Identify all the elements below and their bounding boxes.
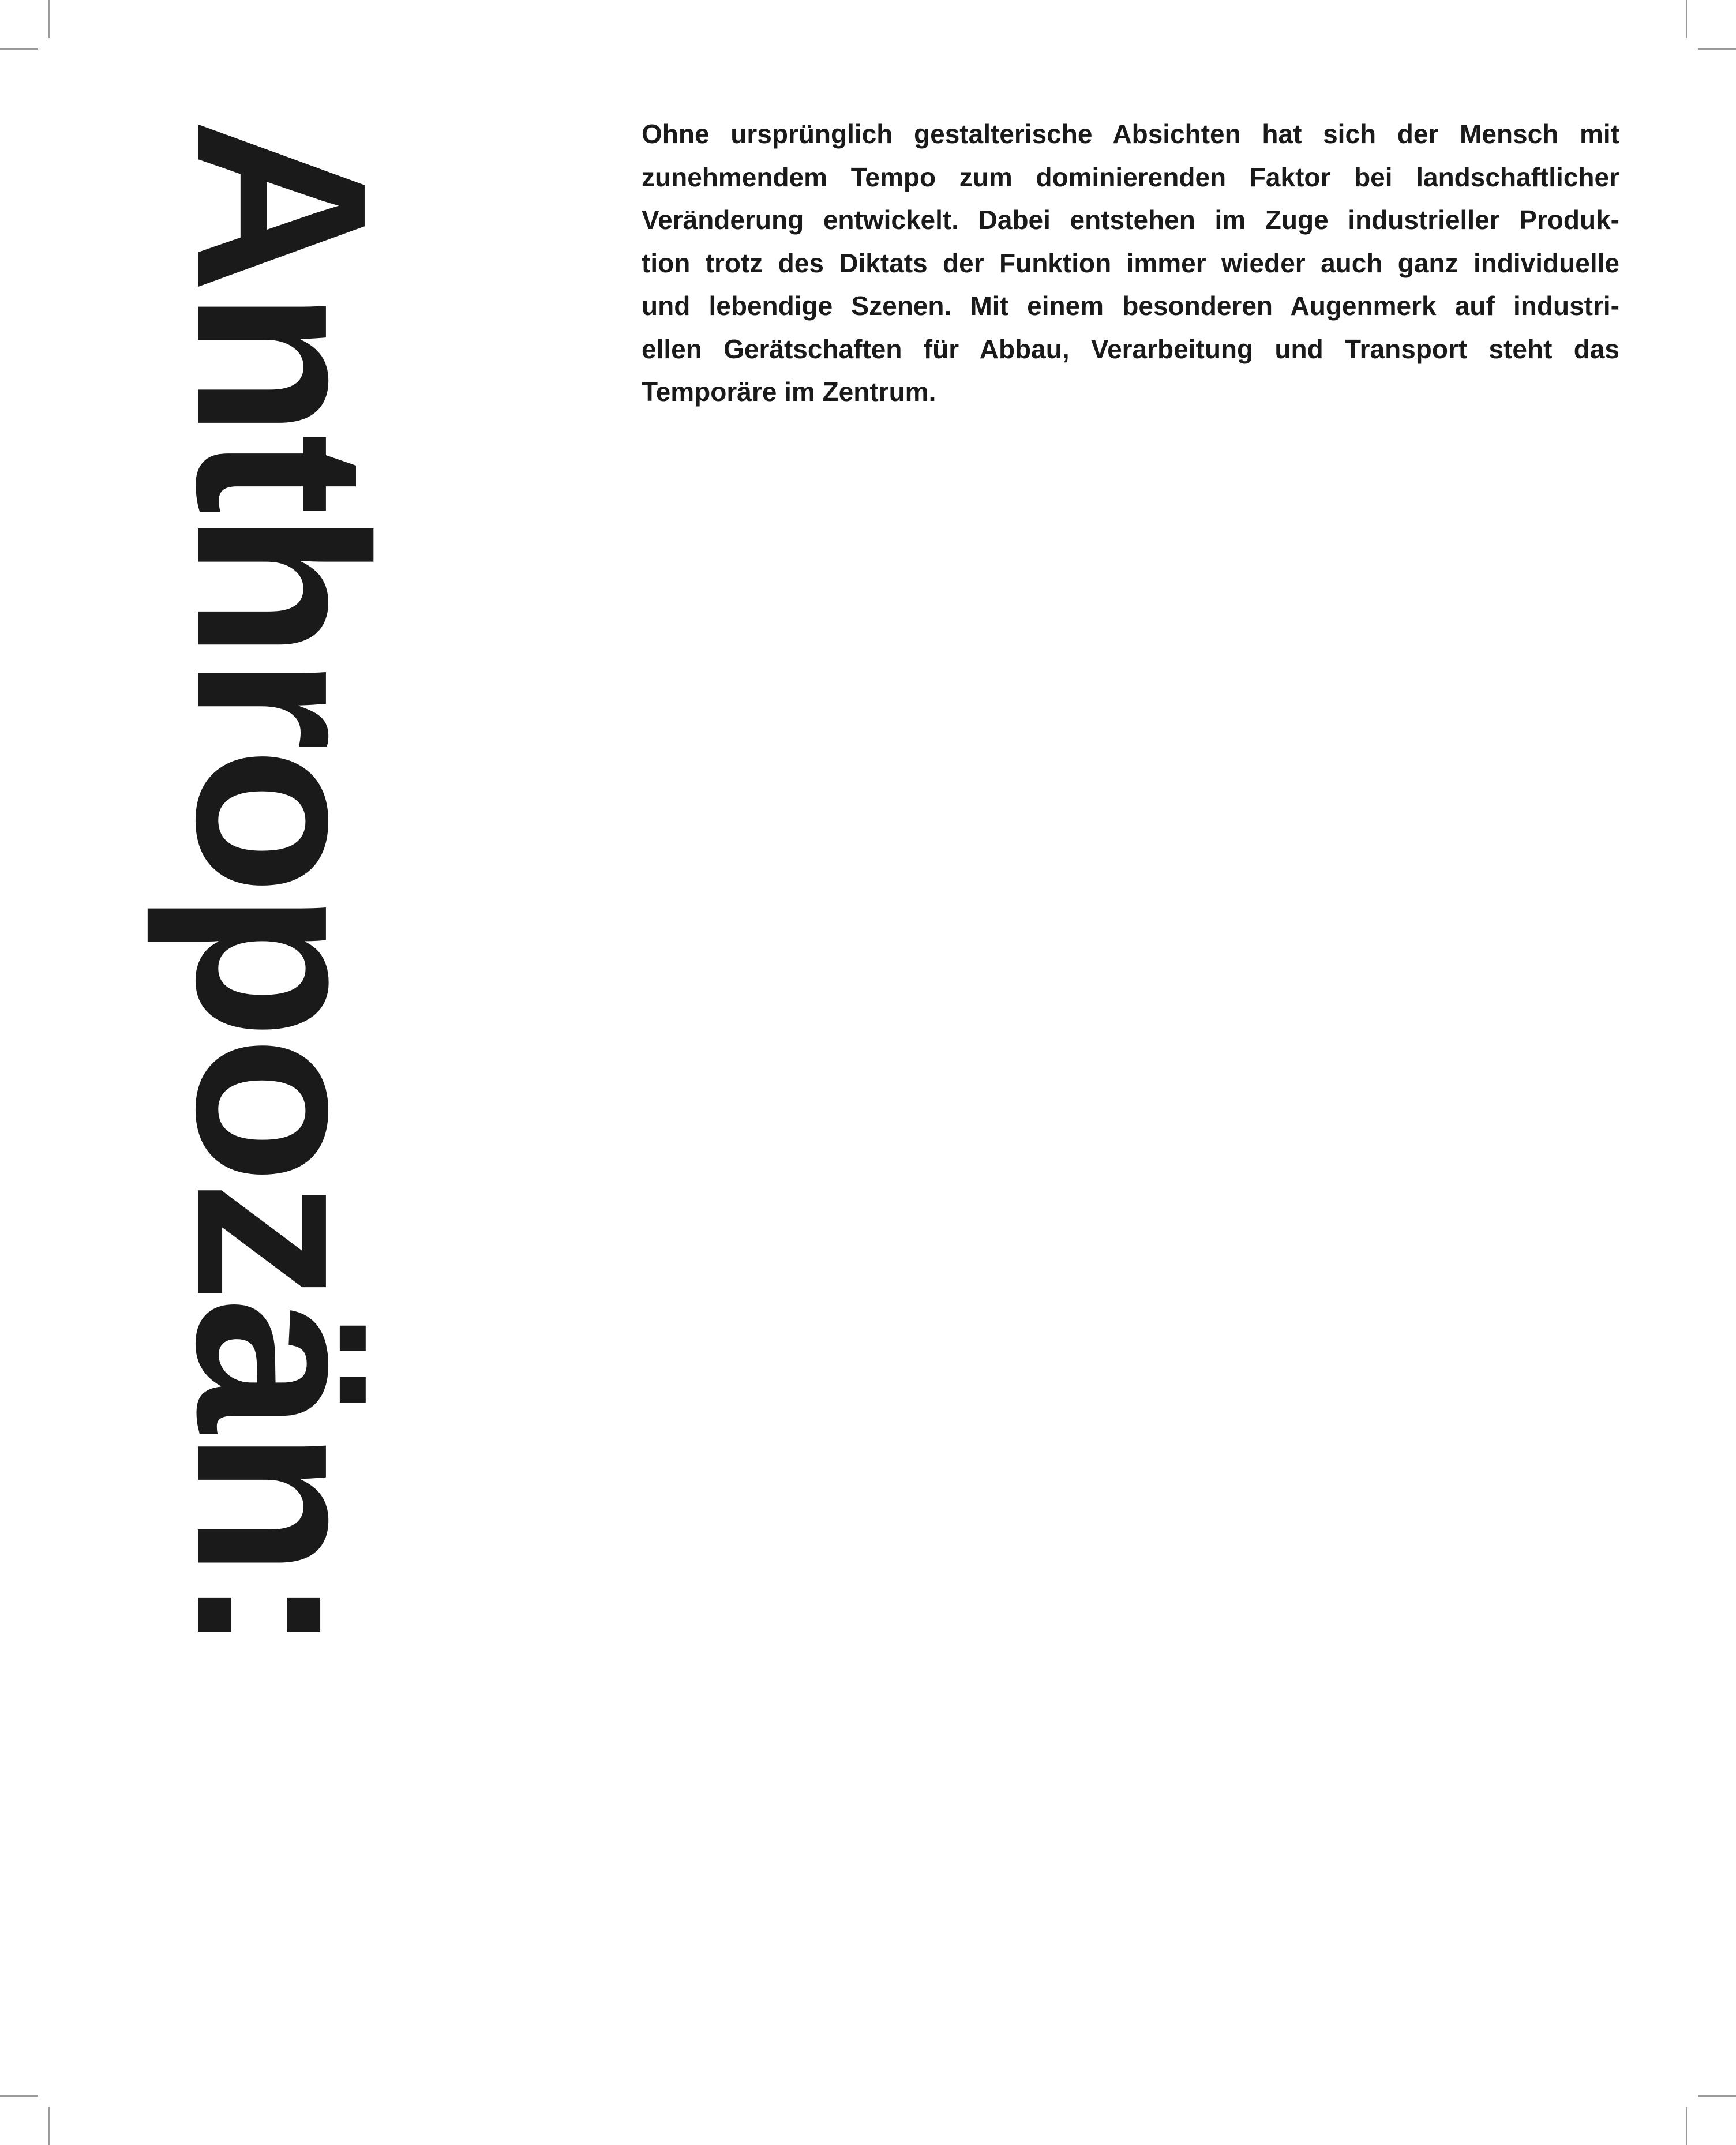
intro-line: tion trotz des Diktats der Funktion immer wieder auch ganz individuelle bbox=[642, 247, 1619, 278]
crop-mark-bottom-left-vertical bbox=[48, 2107, 50, 2145]
intro-line: zunehmendem Tempo zum dominierenden Faktor bei landschaftlicher bbox=[642, 162, 1619, 192]
intro-line: Veränderung entwickelt. Dabei entstehen im Zuge industrieller Produk- bbox=[642, 205, 1619, 235]
crop-mark-bottom-left-horizontal bbox=[0, 2095, 38, 2097]
title-container bbox=[146, 118, 417, 1652]
intro-line: ellen Gerätschaften für Abbau, Verarbeitung und Transport steht das bbox=[642, 333, 1619, 364]
intro-paragraph bbox=[642, 112, 1619, 414]
crop-mark-bottom-right-vertical bbox=[1686, 2107, 1687, 2145]
crop-mark-top-left-horizontal bbox=[0, 48, 38, 50]
crop-mark-top-right-vertical bbox=[1686, 0, 1687, 38]
crop-mark-bottom-right-horizontal bbox=[1698, 2095, 1736, 2097]
page-title: Anthropozän: bbox=[146, 118, 417, 1652]
crop-mark-top-left-vertical bbox=[48, 0, 50, 38]
intro-line: Ohne ursprünglich gestalterische Absichten hat sich der Mensch mit bbox=[642, 119, 1619, 149]
intro-line: und lebendige Szenen. Mit einem besonderen Augenmerk auf industri- bbox=[642, 291, 1619, 321]
intro-line: Temporäre im Zentrum. bbox=[642, 377, 936, 407]
crop-mark-top-right-horizontal bbox=[1698, 48, 1736, 50]
